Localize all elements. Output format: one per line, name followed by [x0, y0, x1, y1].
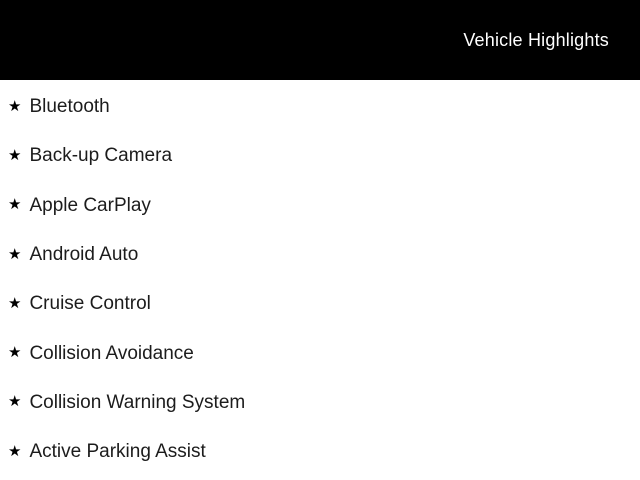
star-icon: ★ [8, 195, 22, 214]
list-item [0, 82, 640, 131]
star-icon: ★ [8, 96, 22, 115]
list-item [0, 131, 640, 180]
list-item [0, 181, 640, 230]
item-label: Collision Avoidance [29, 342, 194, 364]
list-item [0, 279, 640, 328]
star-icon: ★ [8, 293, 22, 312]
list-item [0, 328, 640, 377]
item-label: Active Parking Assist [29, 441, 206, 463]
section-header [0, 0, 640, 80]
list-item [0, 427, 640, 476]
list-item [0, 230, 640, 279]
item-label: Cruise Control [29, 293, 151, 315]
section-title: Vehicle Highlights [463, 29, 609, 50]
highlights-list [0, 80, 640, 476]
star-icon: ★ [8, 145, 22, 164]
item-label: Android Auto [29, 244, 139, 266]
item-label: Apple CarPlay [29, 194, 151, 216]
item-label: Bluetooth [29, 96, 110, 118]
star-icon: ★ [8, 441, 22, 460]
star-icon: ★ [8, 244, 22, 263]
item-label: Back-up Camera [29, 145, 173, 167]
star-icon: ★ [8, 392, 22, 411]
list-item [0, 378, 640, 427]
star-icon: ★ [8, 343, 22, 362]
item-label: Collision Warning System [29, 391, 246, 413]
